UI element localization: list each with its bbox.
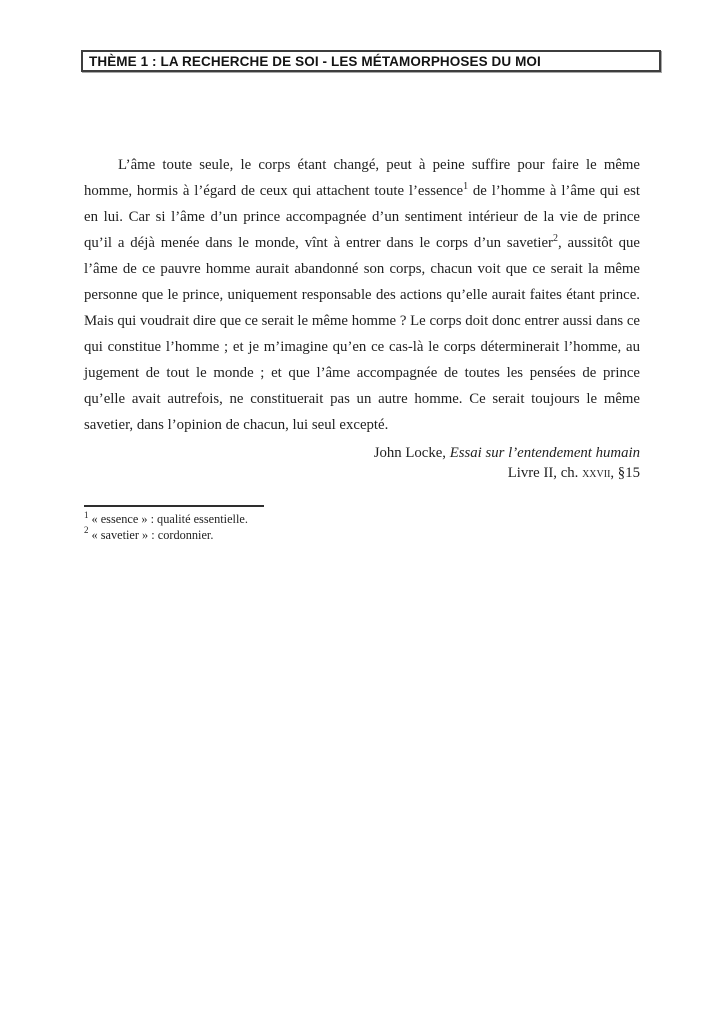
attribution-author-line <box>84 444 640 464</box>
attribution-reference-prefix: Livre II, ch. <box>507 464 583 481</box>
attribution-author: John Locke, <box>373 445 450 461</box>
theme-title: THÈME 1 : LA RECHERCHE DE SOI - LES MÉTAMORPHOSES DU MOI <box>89 53 541 69</box>
footnote-2 <box>84 525 640 544</box>
attribution-reference-line <box>84 464 640 484</box>
footnote-reference-1: 1 <box>463 181 469 193</box>
attribution-reference-chapter: xxvii <box>582 464 611 481</box>
theme-header-box <box>81 50 661 72</box>
footnote-2-number: 2 <box>84 525 89 536</box>
excerpt-text-part-2: de l’homme à l’âme qui est en lui. Car si l’âme d’un prince accompagnée d’un sentiment intérieur de la vie de prince qu’il a déjà menée dans le monde, vînt à entrer dans le corps d’un savetier <box>84 183 640 251</box>
attribution-work-title: Essai sur l’entendement humain <box>449 445 640 461</box>
footnote-1-text: « essence » : qualité essentielle. <box>91 512 248 526</box>
footnote-separator-rule <box>84 505 264 507</box>
footnote-2-text: « savetier » : cordonnier. <box>91 527 214 542</box>
excerpt-paragraph <box>84 152 640 438</box>
excerpt-text-part-1: L’âme toute seule, le corps étant changé, peut à peine suffire pour faire le même homme, hormis à l’égard de ceux qui attachent toute l’essence <box>84 157 640 199</box>
excerpt-text-part-3: , aussitôt que l’âme de ce pauvre homme aurait abandonné son corps, chacun voit que ce serait la même personne que le prince, uniquement responsable des actions qu’elle aurait faites étant prince. Mais qui voudrait dire que ce serait le même homme ? Le corps doit donc entrer aussi dans ce qui constitue l’homme ; et je m’imagine qu’en ce cas-là le corps déterminerait l’homme, au jugement de tout le monde ; et que l’âme accompagnée de toutes les pensées de prince qu’elle avait autrefois, ne constituerait pas un autre homme. Ce serait toujours le même savetier, dans l’opinion de chacun, lui seul excepté. <box>84 235 640 433</box>
attribution-block <box>84 444 640 483</box>
attribution-reference-suffix: , §15 <box>610 464 640 481</box>
footnote-1 <box>84 509 640 528</box>
footnote-1-number: 1 <box>84 509 89 520</box>
footnotes-block <box>84 505 640 543</box>
footnote-reference-2: 2 <box>552 233 558 245</box>
